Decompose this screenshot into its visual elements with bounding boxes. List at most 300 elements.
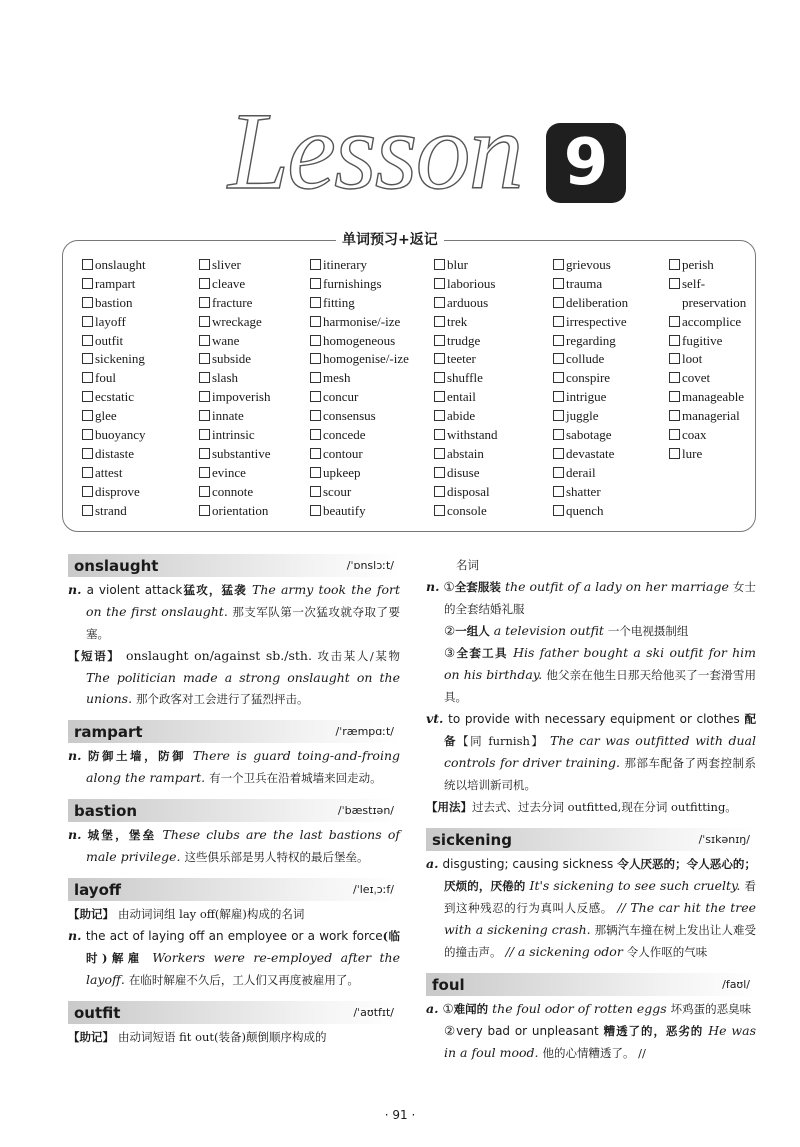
vocab-item[interactable]: [669, 313, 746, 332]
definition: n. ①全套服装 the outfit of a lady on her marriage 女士的全套结婚礼服: [426, 579, 756, 616]
vocab-item[interactable]: [82, 502, 146, 521]
checkbox-icon[interactable]: [669, 391, 680, 402]
vocab-word: console: [447, 502, 487, 518]
vocab-item[interactable]: [82, 313, 146, 332]
vocab-item[interactable]: [310, 388, 409, 407]
vocab-item[interactable]: [199, 464, 271, 483]
vocab-word: self-: [682, 275, 706, 291]
vocab-item[interactable]: [199, 502, 271, 521]
vocab-word: withstand: [447, 427, 498, 443]
vocab-item[interactable]: [434, 483, 498, 502]
checkbox-icon[interactable]: [310, 410, 321, 421]
vocab-word: homogenise/-ize: [323, 351, 409, 367]
vocab-item[interactable]: [669, 332, 746, 351]
vocab-word: perish: [682, 257, 714, 272]
checkbox-icon[interactable]: [199, 335, 210, 346]
headword: bastion: [74, 801, 138, 820]
checkbox-icon[interactable]: [553, 297, 564, 308]
entry-header: [68, 720, 400, 743]
vocab-item[interactable]: [669, 407, 746, 426]
checkbox-icon[interactable]: [434, 467, 445, 478]
checkbox-icon[interactable]: [553, 467, 564, 478]
vocab-word: bastion: [95, 294, 133, 310]
vocab-item[interactable]: [553, 407, 628, 426]
checkbox-icon[interactable]: [82, 353, 93, 364]
vocab-item[interactable]: [553, 369, 628, 388]
vocab-item[interactable]: [434, 369, 498, 388]
vocab-word: upkeep: [323, 464, 361, 480]
vocab-item[interactable]: [669, 426, 746, 445]
vocab-item[interactable]: [434, 350, 498, 369]
entry-layoff: [68, 878, 400, 991]
checkbox-icon[interactable]: [434, 429, 445, 440]
memo-continued: 名词: [456, 558, 479, 572]
checkbox-icon[interactable]: [82, 429, 93, 440]
vocab-item[interactable]: [310, 407, 409, 426]
definition: n. 城堡，堡垒 These clubs are the last bastions of male privilege. 这些俱乐部是男人特权的最后堡垒。: [68, 827, 400, 864]
sense: ③全套工具 His father bought a ski outfit for him on his birthday. 他父亲在他生日那天给他买了一套滑雪用具。: [444, 645, 756, 704]
vocab-item[interactable]: [82, 369, 146, 388]
vocab-word: blur: [447, 257, 468, 272]
vocab-word: abide: [447, 408, 476, 424]
checkbox-icon[interactable]: [669, 410, 680, 421]
checkbox-icon[interactable]: [82, 372, 93, 383]
vocab-item[interactable]: [199, 483, 271, 502]
vocab-item[interactable]: [434, 445, 498, 464]
vocab-word: distaste: [95, 445, 134, 461]
vocab-column: [82, 256, 146, 520]
vocab-word: concede: [323, 427, 366, 443]
checkbox-icon[interactable]: [310, 316, 321, 327]
vocab-item[interactable]: [553, 426, 628, 445]
checkbox-icon[interactable]: [199, 391, 210, 402]
vocab-item[interactable]: [82, 407, 146, 426]
checkbox-icon[interactable]: [553, 335, 564, 346]
vocab-word: sickening: [95, 351, 145, 367]
vocab-item[interactable]: [669, 350, 746, 369]
checkbox-icon[interactable]: [82, 297, 93, 308]
phonetic: /ˈræmpɑːt/: [335, 725, 394, 738]
definition: n. 防御土墙，防御 There is guard toing-and-froing along the rampart. 有一个卫兵在沿着城墙来回走动。: [68, 748, 400, 785]
entry-foul: [426, 973, 756, 1064]
checkbox-icon[interactable]: [199, 278, 210, 289]
checkbox-icon[interactable]: [310, 259, 321, 270]
headword: outfit: [74, 1003, 121, 1022]
vocab-item[interactable]: [434, 407, 498, 426]
checkbox-icon[interactable]: [199, 410, 210, 421]
vocab-item[interactable]: [82, 350, 146, 369]
vocab-word: trauma: [566, 275, 603, 291]
vocab-word: laborious: [447, 275, 496, 291]
vocab-item[interactable]: [553, 464, 628, 483]
vocab-word: shatter: [566, 483, 601, 499]
headword: foul: [432, 975, 465, 994]
checkbox-icon[interactable]: [310, 429, 321, 440]
checkbox-icon[interactable]: [553, 259, 564, 270]
vocab-item[interactable]: [199, 275, 271, 294]
checkbox-icon[interactable]: [82, 335, 93, 346]
vocab-word: slash: [212, 370, 238, 386]
vocab-item[interactable]: [434, 426, 498, 445]
headword: rampart: [74, 722, 143, 741]
entry-outfit-continued: [426, 554, 756, 818]
vocab-item[interactable]: [553, 275, 628, 294]
vocab-item[interactable]: [310, 369, 409, 388]
checkbox-icon[interactable]: [310, 486, 321, 497]
entry-header: [68, 1001, 400, 1024]
vocab-item[interactable]: [553, 502, 628, 521]
checkbox-icon[interactable]: [669, 278, 680, 289]
checkbox-icon[interactable]: [199, 429, 210, 440]
vocab-item[interactable]: [82, 275, 146, 294]
vocab-word: contour: [323, 445, 363, 461]
checkbox-icon[interactable]: [310, 353, 321, 364]
vocab-item[interactable]: [434, 464, 498, 483]
phonetic: /ˈɒnslɔːt/: [346, 559, 394, 572]
vocab-item[interactable]: [199, 313, 271, 332]
vocab-item-continued[interactable]: [669, 294, 746, 313]
phonetic: /ˈleɪˌɔːf/: [353, 883, 394, 896]
checkbox-icon[interactable]: [434, 316, 445, 327]
vocab-item[interactable]: [553, 388, 628, 407]
vocab-word: collude: [566, 351, 605, 367]
vocab-item[interactable]: [434, 294, 498, 313]
checkbox-icon[interactable]: [199, 486, 210, 497]
vocab-word: fitting: [323, 294, 355, 310]
sense: ②一组人 a television outfit 一个电视摄制组: [444, 623, 689, 638]
vocab-word: connote: [212, 483, 254, 499]
checkbox-icon[interactable]: [310, 467, 321, 478]
vocab-item[interactable]: [199, 350, 271, 369]
checkbox-icon[interactable]: [553, 372, 564, 383]
vocab-word: loot: [682, 351, 703, 367]
phrase-note: 【短语】 onslaught on/against sb./sth. 攻击某人/某物 The politician made a strong onslaught on the unions. 那个政客对工会进行了猛烈抨击。: [68, 648, 401, 706]
right-column: [426, 554, 756, 1064]
vocab-word: manageable: [682, 389, 745, 405]
vocab-word: foul: [95, 370, 116, 386]
vocab-column: [434, 256, 498, 520]
entry-header: [426, 828, 756, 851]
checkbox-icon[interactable]: [199, 353, 210, 364]
checkbox-icon[interactable]: [434, 410, 445, 421]
checkbox-icon[interactable]: [199, 259, 210, 270]
checkbox-icon[interactable]: [434, 391, 445, 402]
usage-note: 【用法】过去式、过去分词 outfitted,现在分词 outfitting。: [426, 800, 737, 814]
vocab-item[interactable]: [434, 256, 498, 275]
vocab-item[interactable]: [553, 256, 628, 275]
checkbox-icon[interactable]: [310, 391, 321, 402]
vocab-word: disuse: [447, 464, 480, 480]
vocab-word: subside: [212, 351, 251, 367]
verb-definition: vt. to provide with necessary equipment or clothes 配备【同 furnish】 The car was outfitted with dual controls for driver training. 那部车配备了两套控制系统以培训新司机。: [426, 711, 756, 792]
vocab-word: derail: [566, 464, 596, 480]
vocab-word: mesh: [323, 370, 351, 386]
checkbox-icon[interactable]: [82, 316, 93, 327]
vocab-word: entail: [447, 389, 476, 405]
vocab-word: consensus: [323, 408, 376, 424]
vocab-word: ecstatic: [95, 389, 134, 405]
vocab-word: innate: [212, 408, 244, 424]
vocab-word: managerial: [682, 408, 740, 424]
checkbox-icon[interactable]: [310, 297, 321, 308]
vocab-word: intrinsic: [212, 427, 255, 443]
checkbox-icon[interactable]: [310, 448, 321, 459]
vocab-word: orientation: [212, 502, 269, 518]
entry-outfit: [68, 1001, 400, 1048]
checkbox-icon[interactable]: [434, 505, 445, 516]
checkbox-icon[interactable]: [669, 372, 680, 383]
sense: ②very bad or unpleasant 糟透了的，恶劣的 He was in a foul mood. 他的心情糟透了。 //: [444, 1023, 756, 1060]
vocab-word: quench: [566, 502, 604, 518]
page-number: · 91 ·: [384, 1108, 416, 1122]
checkbox-icon[interactable]: [553, 278, 564, 289]
memo-note: 【助记】 由动词词组 lay off(解雇)构成的名词: [68, 907, 305, 921]
vocab-column: [669, 256, 746, 464]
checkbox-icon[interactable]: [553, 316, 564, 327]
checkbox-icon[interactable]: [553, 410, 564, 421]
headword: onslaught: [74, 556, 159, 575]
vocab-word: conspire: [566, 370, 611, 386]
vocab-word: cleave: [212, 275, 246, 291]
vocab-word: itinerary: [323, 257, 368, 272]
vocab-item[interactable]: [310, 350, 409, 369]
lesson-number-badge: 9: [546, 123, 626, 203]
vocab-word: wreckage: [212, 313, 262, 329]
phonetic: /ˈbæstɪən/: [337, 804, 394, 817]
vocab-word: sliver: [212, 257, 241, 272]
headword: layoff: [74, 880, 122, 899]
vocab-word: disprove: [95, 483, 140, 499]
vocab-item[interactable]: [82, 483, 146, 502]
vocab-item[interactable]: [310, 445, 409, 464]
vocab-word: concur: [323, 389, 359, 405]
checkbox-icon[interactable]: [669, 353, 680, 364]
checkbox-icon[interactable]: [82, 448, 93, 459]
checkbox-icon[interactable]: [434, 353, 445, 364]
vocab-word: trek: [447, 313, 468, 329]
checkbox-icon[interactable]: [82, 391, 93, 402]
vocab-item[interactable]: [434, 388, 498, 407]
vocab-item[interactable]: [199, 369, 271, 388]
vocab-item[interactable]: [310, 464, 409, 483]
vocab-column: [310, 256, 409, 520]
vocab-word: fugitive: [682, 332, 723, 348]
phonetic: /ˈsɪkənɪŋ/: [698, 833, 750, 846]
vocab-column: [199, 256, 271, 520]
checkbox-icon[interactable]: [310, 372, 321, 383]
headword: sickening: [432, 830, 512, 849]
checkbox-icon[interactable]: [199, 297, 210, 308]
entry-header: [68, 554, 400, 577]
checkbox-icon[interactable]: [669, 448, 680, 459]
vocab-word: substantive: [212, 445, 271, 461]
vocab-item[interactable]: [310, 294, 409, 313]
vocab-item[interactable]: [310, 313, 409, 332]
vocab-item[interactable]: [553, 294, 628, 313]
vocab-word: lure: [682, 445, 703, 461]
vocab-word: harmonise/-ize: [323, 313, 401, 329]
vocab-word: regarding: [566, 332, 616, 348]
checkbox-icon[interactable]: [434, 297, 445, 308]
vocab-item[interactable]: [553, 350, 628, 369]
vocab-item[interactable]: [199, 388, 271, 407]
checkbox-icon[interactable]: [199, 505, 210, 516]
vocab-word: covet: [682, 370, 711, 386]
checkbox-icon[interactable]: [199, 316, 210, 327]
vocab-word: onslaught: [95, 257, 146, 272]
vocab-item[interactable]: [553, 313, 628, 332]
vocab-word: homogeneous: [323, 332, 396, 348]
vocab-word: scour: [323, 483, 352, 499]
memo-note: 【助记】 由动词短语 fit out(装备)颠倒顺序构成的: [68, 1030, 327, 1044]
vocab-word: juggle: [566, 408, 599, 424]
checkbox-icon[interactable]: [310, 335, 321, 346]
vocab-item[interactable]: [669, 256, 746, 275]
vocab-item[interactable]: [553, 332, 628, 351]
checkbox-icon[interactable]: [310, 505, 321, 516]
checkbox-icon[interactable]: [669, 259, 680, 270]
definition: a. disgusting; causing sickness 令人厌恶的；令人恶心的；厌烦的，厌倦的 It's sickening to see such cruelty. 看到这种残忍的行为真叫人反感。 // The car hit the tree with a sickening crash. 那辆汽车撞在树上发出让人难受的撞击声。 // a sickening odor 令人作呕的气味: [426, 856, 757, 959]
vocab-item[interactable]: [434, 332, 498, 351]
vocab-item[interactable]: [310, 483, 409, 502]
vocab-word: accomplice: [682, 313, 742, 329]
checkbox-icon[interactable]: [82, 259, 93, 270]
checkbox-icon[interactable]: [199, 372, 210, 383]
vocab-item[interactable]: [434, 313, 498, 332]
vocab-word: disposal: [447, 483, 490, 499]
vocab-item[interactable]: [553, 445, 628, 464]
vocab-word: abstain: [447, 445, 484, 461]
entry-rampart: [68, 720, 400, 789]
vocab-item[interactable]: [310, 332, 409, 351]
vocab-word: glee: [95, 408, 117, 424]
checkbox-icon[interactable]: [82, 467, 93, 478]
vocab-item[interactable]: [553, 483, 628, 502]
vocab-column: [553, 256, 628, 520]
lesson-title: Lesson: [228, 90, 522, 212]
vocab-word: furnishings: [323, 275, 382, 291]
vocab-word: irrespective: [566, 313, 627, 329]
entry-header: [68, 878, 400, 901]
vocab-word: devastate: [566, 445, 615, 461]
entry-bastion: [68, 799, 400, 868]
vocab-preview-box: [62, 240, 756, 532]
checkbox-icon[interactable]: [82, 505, 93, 516]
vocab-word: wane: [212, 332, 240, 348]
vocab-word: deliberation: [566, 294, 629, 310]
checkbox-icon[interactable]: [310, 278, 321, 289]
vocab-item[interactable]: [82, 464, 146, 483]
checkbox-icon[interactable]: [434, 335, 445, 346]
checkbox-icon[interactable]: [669, 335, 680, 346]
vocab-word: grievous: [566, 257, 611, 272]
definition: n. the act of laying off an employee or a work force(临时)解雇 Workers were re-employed after the layoff. 在临时解雇不久后，工人们又再度被雇用了。: [68, 928, 400, 987]
entry-header: [426, 973, 756, 996]
vocab-word: shuffle: [447, 370, 483, 386]
checkbox-icon[interactable]: [553, 391, 564, 402]
entry-onslaught: [68, 554, 400, 710]
vocab-item[interactable]: [199, 294, 271, 313]
vocab-word: fracture: [212, 294, 253, 310]
vocab-item[interactable]: [434, 275, 498, 294]
vocab-item[interactable]: [669, 388, 746, 407]
vocab-item[interactable]: [199, 332, 271, 351]
checkbox-icon[interactable]: [434, 259, 445, 270]
checkbox-icon[interactable]: [553, 486, 564, 497]
vocab-item[interactable]: [669, 369, 746, 388]
vocab-item[interactable]: [310, 256, 409, 275]
vocab-word: preservation: [682, 294, 747, 310]
definition: n. a violent attack猛攻，猛袭 The army took the fort on the first onslaught. 那支军队第一次猛攻就夺取了要塞。: [68, 582, 401, 641]
vocab-word: attest: [95, 464, 123, 480]
vocab-item[interactable]: [310, 502, 409, 521]
entry-sickening: [426, 828, 756, 963]
vocab-word: strand: [95, 502, 127, 518]
vocab-item[interactable]: [434, 502, 498, 521]
checkbox-icon[interactable]: [669, 316, 680, 327]
phonetic: /faʊl/: [722, 978, 750, 991]
vocab-item[interactable]: [82, 445, 146, 464]
vocab-item[interactable]: [82, 256, 146, 275]
vocab-word: rampart: [95, 275, 136, 291]
checkbox-icon[interactable]: [434, 278, 445, 289]
vocab-word: trudge: [447, 332, 481, 348]
vocab-item[interactable]: [82, 388, 146, 407]
checkbox-icon[interactable]: [434, 372, 445, 383]
vocab-word: evince: [212, 464, 246, 480]
vocab-item[interactable]: [669, 445, 746, 464]
phonetic: /ˈaʊtfɪt/: [353, 1006, 394, 1019]
vocab-word: coax: [682, 427, 707, 443]
vocab-item[interactable]: [82, 332, 146, 351]
vocab-word: outfit: [95, 332, 124, 348]
checkbox-icon[interactable]: [82, 278, 93, 289]
vocab-word: layoff: [95, 313, 126, 329]
vocab-word: beautify: [323, 502, 366, 518]
checkbox-icon[interactable]: [82, 410, 93, 421]
vocab-word: intrigue: [566, 389, 607, 405]
vocab-item[interactable]: [199, 256, 271, 275]
vocab-item[interactable]: [199, 426, 271, 445]
vocab-item[interactable]: [199, 407, 271, 426]
entry-header: [68, 799, 400, 822]
checkbox-icon[interactable]: [553, 353, 564, 364]
vocab-word: sabotage: [566, 427, 612, 443]
vocab-word: buoyancy: [95, 427, 146, 443]
checkbox-icon[interactable]: [669, 429, 680, 440]
vocab-word: impoverish: [212, 389, 271, 405]
checkbox-icon[interactable]: [434, 486, 445, 497]
vocab-item[interactable]: [310, 275, 409, 294]
vocab-word: teeter: [447, 351, 476, 367]
vocab-word: arduous: [447, 294, 489, 310]
vocab-item[interactable]: [82, 294, 146, 313]
checkbox-icon[interactable]: [434, 448, 445, 459]
checkbox-icon[interactable]: [199, 448, 210, 459]
checkbox-icon[interactable]: [553, 505, 564, 516]
checkbox-icon[interactable]: [553, 448, 564, 459]
checkbox-icon[interactable]: [82, 486, 93, 497]
vocab-item[interactable]: [310, 426, 409, 445]
vocab-item[interactable]: [199, 445, 271, 464]
vocab-item[interactable]: [82, 426, 146, 445]
vocab-item[interactable]: [669, 275, 746, 294]
vocab-box-title: 单词预习+返记: [336, 229, 444, 249]
checkbox-icon[interactable]: [553, 429, 564, 440]
left-column: [68, 554, 400, 1048]
definition: a. ①难闻的 the foul odor of rotten eggs 坏鸡蛋的恶臭味: [426, 1001, 752, 1016]
checkbox-icon[interactable]: [199, 467, 210, 478]
